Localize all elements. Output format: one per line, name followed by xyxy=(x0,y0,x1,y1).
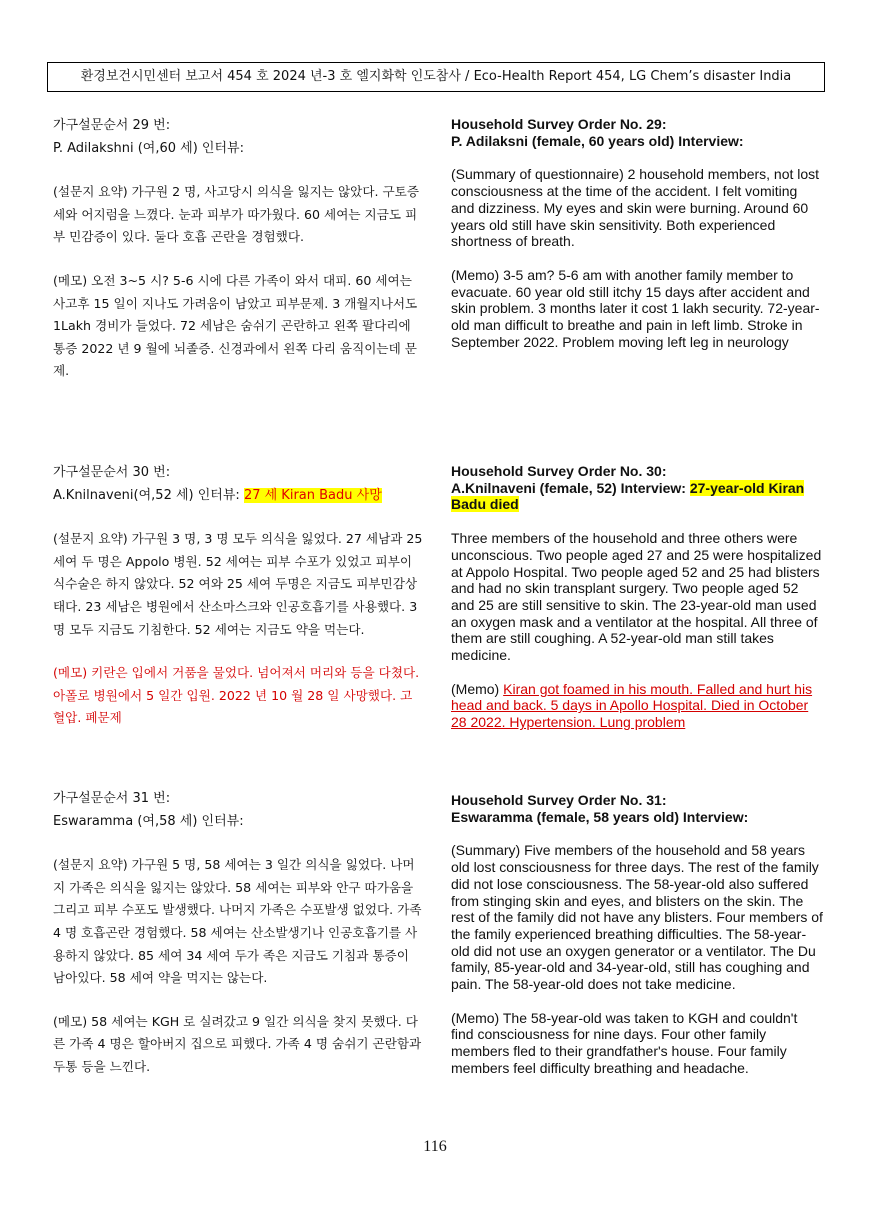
entry-30-ko-death-highlight: 27 세 Kiran Badu 사망 xyxy=(243,487,382,503)
entry-31-en-summary: (Summary) Five members of the household and 58 years old lost consciousness for three days. The rest of the family did not lose consciousness. The 58-year-old also suffered from stinging skin and eyes, and blisters on the skin. The rest of the family did not have any blisters. Four members of the family experienced breathing difficulties. The 58-year-old did not use an oxygen generator or a ventilator. The Du family, 85-year-old and 34-year-old, still has coughing and pain. The 58-year-old does not take medicine. xyxy=(451,842,823,993)
entry-31-ko-title-line2: Eswaramma (여,58 세) 인터뷰: xyxy=(53,813,244,829)
entry-29-ko-memo: (메모) 오전 3~5 시? 5-6 시에 다른 가족이 와서 대피. 60 세여는 사고후 15 일이 지나도 가려움이 남았고 피부문제. 3 개월지나서도 1Lakh 경비가 들었다. 72 세남은 숨쉬기 곤란하고 왼쪽 팔다리에 통증 2022 년 9 월에 뇌졸증. 신경과에서 왼쪽 다리 움직이는데 문제. xyxy=(53,272,418,379)
entry-29-en-memo: (Memo) 3-5 am? 5-6 am with another family member to evacuate. 60 year old still itchy 15 days after accident and skin problem. 3 months later it cost 1 lakh security. 72-year-old man difficult to breathe and pain in left limb. Stroke in September 2022. Problem moving left leg in neurology xyxy=(451,266,820,350)
entry-29-en-title-line1: Household Survey Order No. 29: xyxy=(451,116,667,132)
entry-30-en-summary: Three members of the household and three others were unconscious. Two people aged 27 and 25 were hospitalized at Appolo Hospital. Two people aged 52 and 25 had blisters and had no skin transplant surgery. Two people aged 52 and 25 are still sensitive to skin. The 23-year-old man used an oxygen mask and a ventilator at the hospital. All three of them are still coughing. A 52-year-old man still takes medicine. xyxy=(451,530,822,664)
entry-29-english xyxy=(451,116,823,350)
report-header: 환경보건시민센터 보고서 454 호 2024 년-3 호 엘지화학 인도참사 / Eco-Health Report 454, LG Chem’s disaster India xyxy=(47,62,825,92)
entry-31-ko-memo: (메모) 58 세여는 KGH 로 실려갔고 9 일간 의식을 찾지 못했다. 다른 가족 4 명은 할아버지 집으로 피했다. 가족 4 명 숨쉬기 곤란함과 두통 등을 느낀다. xyxy=(53,1013,422,1074)
entry-30-korean xyxy=(53,462,423,730)
entry-29-en-title-line2: P. Adilaksni (female, 60 years old) Interview: xyxy=(451,132,744,149)
entry-29-korean xyxy=(53,115,423,383)
entry-30-en-memo-text: Kiran got foamed in his mouth. Falled and hurt his head and back. 5 days in Apollo Hospital. Died in October 28 2022. Hypertension. Lung problem xyxy=(451,680,813,731)
entry-30-en-memo-label: (Memo) xyxy=(451,680,500,697)
entry-29-ko-title-line2: P. Adilakshni (여,60 세) 인터뷰: xyxy=(53,140,244,156)
entry-30-en-title-line2 xyxy=(451,480,823,513)
entry-29-en-summary: (Summary of questionnaire) 2 household members, not lost consciousness at the time of the accident. I felt vomiting and dizziness. My eyes and skin were burning. Around 60 years old still have skin sensitivity. Both experienced shortness of breath. xyxy=(451,166,820,250)
entry-30-en-memo xyxy=(451,681,823,731)
entry-31-english xyxy=(451,792,823,1077)
entry-31-en-title-line2: Eswaramma (female, 58 years old) Interview: xyxy=(451,808,749,825)
entry-31-en-title-line1: Household Survey Order No. 31: xyxy=(451,792,667,808)
entry-30-en-interviewee: A.Knilnaveni (female, 52) Interview: xyxy=(451,479,686,496)
entry-30-en-title-line1: Household Survey Order No. 30: xyxy=(451,463,667,479)
entry-30-ko-memo: (메모) 키란은 입에서 거품을 물었다. 넘어져서 머리와 등을 다쳤다. 아폴로 병원에서 5 일간 입원. 2022 년 10 월 28 일 사망했다. 고혈압. 폐문제 xyxy=(53,665,420,726)
entry-31-ko-summary: (설문지 요약) 가구원 5 명, 58 세여는 3 일간 의식을 잃었다. 나머지 가족은 의식을 잃지는 않았다. 58 세여는 피부와 안구 따가움을 그리고 피부 수포도 발생했다. 나머지 가족은 수포발생 없었다. 가족 4 명 호흡곤란 경험했다. 58 세여는 산소발생기나 인공호흡기를 사용하지 않았다. 85 세여 34 세여 두가 족은 지금도 기침과 통증이 남아있다. 58 세여 약을 먹지는 않는다. xyxy=(53,857,422,986)
entry-29-ko-summary: (설문지 요약) 가구원 2 명, 사고당시 의식을 잃지는 않았다. 구토증세와 어지럼을 느꼈다. 눈과 피부가 따가웠다. 60 세여는 지금도 피부 민감증이 있다. 둘다 호흡 곤란을 경험했다. xyxy=(53,184,420,245)
entry-31-ko-title-line1: 가구설문순서 31 번: xyxy=(53,791,171,806)
entry-29-ko-title-line1: 가구설문순서 29 번: xyxy=(53,118,171,133)
entry-30-en-death-highlight: 27-year-old Kiran Badu died xyxy=(451,479,805,513)
entry-30-ko-title-line2 xyxy=(53,485,423,508)
entry-30-ko-summary: (설문지 요약) 가구원 3 명, 3 명 모두 의식을 잃었다. 27 세남과 25 세여 두 명은 Appolo 병원. 52 세여는 피부 수포가 있었고 피부이식수술은 하지 않았다. 52 여와 25 세여 두명은 지금도 피부민감상태다. 23 세남은 병원에서 산소마스크와 인공호흡기를 사용했다. 3 명 모두 지금도 기침한다. 52 세여는 지금도 약을 먹는다. xyxy=(53,531,423,637)
entry-30-ko-title-line1: 가구설문순서 30 번: xyxy=(53,465,171,480)
entry-31-korean xyxy=(53,788,423,1079)
entry-30-english xyxy=(451,463,823,731)
page-number: 116 xyxy=(423,1138,447,1155)
entry-30-ko-interviewee: A.Knilnaveni(여,52 세) 인터뷰: xyxy=(53,487,240,503)
entry-31-en-memo: (Memo) The 58-year-old was taken to KGH and couldn't find consciousness for nine days. Four other family members fled to their grandfather's house. Four family members feel difficulty breathing and headache. xyxy=(451,1009,798,1076)
